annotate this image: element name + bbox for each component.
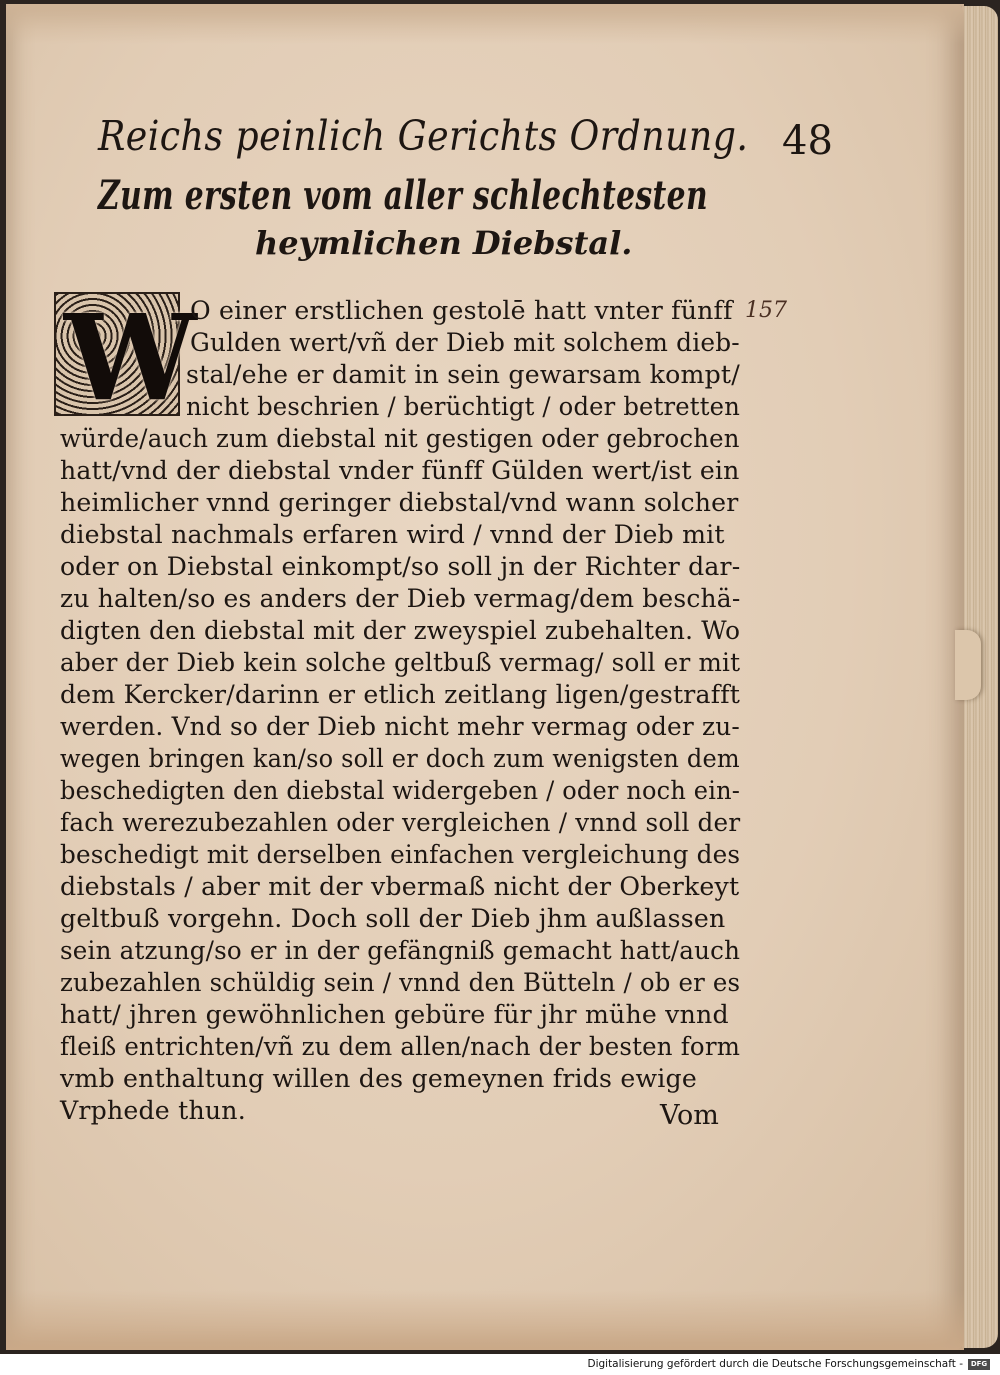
body-line: zu halten/so es anders der Dieb vermag/dem beschä-	[60, 584, 741, 613]
page-number: 48	[782, 118, 833, 164]
section-title-line-1: Zum ersten vom aller schlechtesten	[98, 172, 708, 219]
running-head: Reichs peinlich Gerichts Ordnung.	[98, 112, 749, 160]
body-line: oder on Diebstal einkompt/so soll jn der Richter dar-	[60, 552, 741, 581]
body-line: beschedigt mit derselben einfachen vergleichung des	[60, 840, 741, 869]
body-line: aber der Dieb kein solche geltbuß vermag/ soll er mit	[60, 648, 741, 677]
footer	[587, 1358, 990, 1370]
page-tab	[955, 630, 981, 700]
body-line: hatt/ jhren gewöhnlichen gebüre für jhr mühe vnnd	[60, 1000, 729, 1029]
body-line: heimlicher vnnd geringer diebstal/vnd wann solcher	[60, 488, 739, 517]
body-line: Vrphede thun.	[60, 1096, 246, 1125]
dfg-logo-icon: DFG	[968, 1359, 990, 1370]
body-line: diebstals / aber mit der vbermaß nicht der Oberkeyt	[60, 872, 740, 901]
body-line: wegen bringen kan/so soll er doch zum wenigsten dem	[60, 744, 740, 773]
body-line: fach werezubezahlen oder vergleichen / vnnd soll der	[60, 808, 741, 837]
body-line: O einer erstlichen gestolē hatt vnter fünff	[190, 296, 733, 325]
body-line: würde/auch zum diebstal nit gestigen oder gebrochen	[60, 424, 740, 453]
body-line: stal/ehe er damit in sein gewarsam kompt/	[186, 360, 740, 389]
margin-note: 157	[745, 298, 787, 323]
page-wear-top	[6, 4, 964, 44]
body-line: beschedigten den diebstal widergeben / oder noch ein-	[60, 776, 741, 805]
body-line: dem Kercker/darinn er etlich zeitlang ligen/gestrafft	[60, 680, 741, 709]
body-line: werden. Vnd so der Dieb nicht mehr vermag oder zu-	[60, 712, 741, 741]
body-line: diebstal nachmals erfaren wird / vnnd der Dieb mit	[60, 520, 725, 549]
body-line: vmb enthaltung willen des gemeynen frids ewige	[60, 1064, 697, 1093]
body-line: fleiß entrichten/vñ zu dem allen/nach der besten form	[60, 1032, 741, 1061]
body-line: nicht beschrien / berüchtigt / oder betretten	[186, 392, 740, 421]
body-line: hatt/vnd der diebstal vnder fünff Gülden wert/ist ein	[60, 456, 740, 485]
page-wear-bottom	[6, 1290, 964, 1350]
decorated-initial	[54, 288, 197, 427]
initial-letter: W	[64, 288, 197, 427]
body-line: digten den diebstal mit der zweyspiel zubehalten. Wo	[60, 616, 741, 645]
section-title-line-2: heymlichen Diebstal.	[255, 224, 633, 262]
catchword: Vom	[660, 1100, 719, 1131]
footer-credit: Digitalisierung gefördert durch die Deutsche Forschungsgemeinschaft -	[587, 1358, 963, 1370]
body-line: Gulden wert/vñ der Dieb mit solchem dieb-	[190, 328, 740, 357]
body-line: zubezahlen schüldig sein / vnnd den Bütteln / ob er es	[60, 968, 741, 997]
body-line: sein atzung/so er in der gefängniß gemacht hatt/auch	[60, 936, 741, 965]
body-line: geltbuß vorgehn. Doch soll der Dieb jhm außlassen	[60, 904, 726, 933]
